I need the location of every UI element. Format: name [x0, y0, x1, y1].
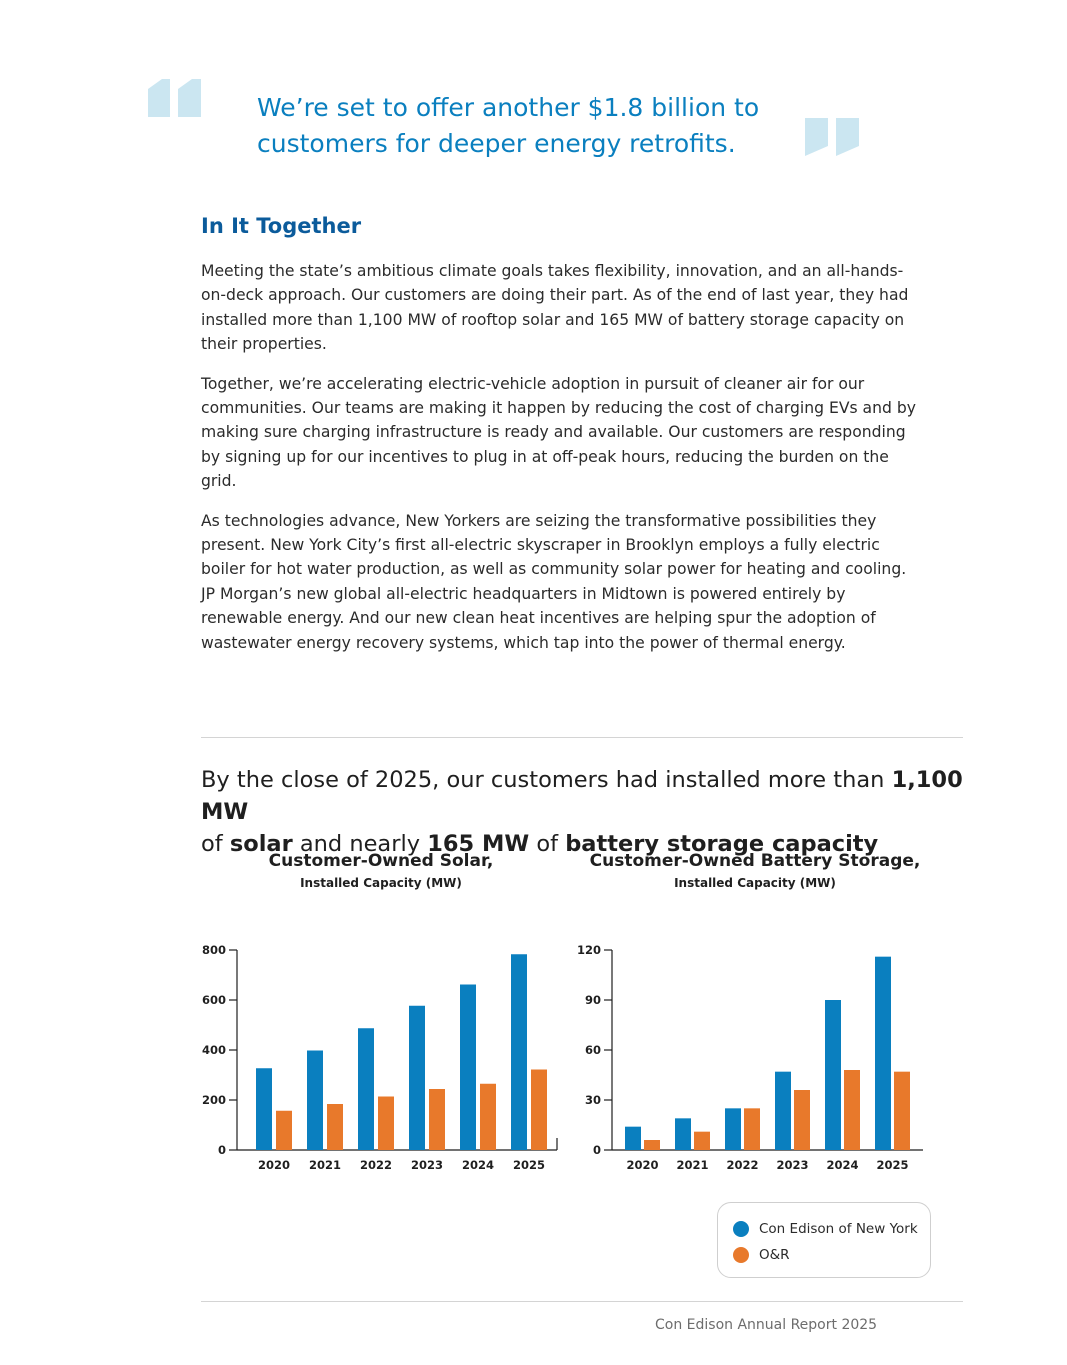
legend-item-con-edison — [733, 1216, 930, 1242]
paragraph: Meeting the state’s ambitious climate goals takes flexibility, innovation, and an all-hands-on-deck approach. Our customers are doing their part. As of the end of last year, they had installed more than 1,100 MW of rooftop solar and 165 MW of battery storage capacity on their properties. — [201, 262, 909, 354]
section-title: In It Together — [201, 214, 362, 238]
bar-con-edison — [460, 985, 476, 1151]
x-tick-label: 2022 — [359, 1158, 393, 1172]
battery-bar-chart — [570, 938, 950, 1178]
solar-chart-title: Customer-Owned Solar, — [268, 851, 494, 871]
battery-chart-title: Customer-Owned Battery Storage, — [589, 851, 921, 871]
bar-or — [694, 1132, 710, 1150]
y-tick-label: 90 — [584, 993, 601, 1007]
x-tick-label: 2023 — [776, 1158, 809, 1172]
legend-label: Con Edison of New York — [759, 1221, 918, 1237]
bar-or — [276, 1111, 292, 1150]
headline-text: of — [529, 831, 566, 857]
headline-text: of — [201, 831, 230, 857]
bar-con-edison — [511, 954, 527, 1150]
bar-con-edison — [725, 1108, 741, 1150]
x-tick-label: 2023 — [410, 1158, 444, 1172]
bar-con-edison — [307, 1051, 323, 1151]
y-tick-label: 0 — [217, 1143, 226, 1157]
bar-or — [744, 1108, 760, 1150]
body-text — [201, 259, 921, 670]
bar-con-edison — [625, 1127, 641, 1150]
x-tick-label: 2024 — [826, 1158, 859, 1172]
close-quote-icon — [805, 118, 860, 158]
headline-emphasis: battery storage capacity — [565, 831, 879, 857]
x-tick-label: 2020 — [626, 1158, 659, 1172]
bar-or — [531, 1070, 547, 1151]
bar-con-edison — [825, 1000, 841, 1150]
x-tick-label: 2022 — [726, 1158, 759, 1172]
bar-or — [327, 1104, 343, 1150]
solar-chart-subtitle: Installed Capacity (MW) — [300, 876, 462, 890]
y-tick-label: 400 — [201, 1043, 226, 1057]
bar-con-edison — [875, 957, 891, 1150]
chart-headline — [201, 764, 991, 860]
bar-con-edison — [358, 1028, 374, 1150]
bar-or — [644, 1140, 660, 1150]
bar-or — [844, 1070, 860, 1150]
divider — [201, 737, 963, 738]
footer-divider — [201, 1301, 963, 1302]
y-tick-label: 0 — [592, 1143, 601, 1157]
legend-swatch — [733, 1221, 749, 1237]
footer-text: Con Edison Annual Report 2025 — [655, 1317, 878, 1333]
y-tick-label: 60 — [584, 1043, 601, 1057]
battery-chart-subtitle: Installed Capacity (MW) — [674, 876, 836, 890]
chart-legend — [717, 1202, 931, 1278]
bar-con-edison — [675, 1118, 691, 1150]
bar-or — [429, 1089, 445, 1150]
open-quote-icon — [148, 79, 202, 119]
bar-con-edison — [409, 1006, 425, 1150]
y-tick-label: 200 — [201, 1093, 226, 1107]
headline-emphasis: solar — [229, 831, 293, 857]
paragraph: Together, we’re accelerating electric-vehicle adoption in pursuit of cleaner air for our communities. Our teams are making it happen by reducing the cost of charging EVs and by making sure charging infrastructure is ready and available. Our customers are responding by signing up for our incentives to plug in at off-peak hours, reducing the burden on the grid. — [201, 374, 916, 491]
x-tick-label: 2024 — [461, 1158, 495, 1172]
headline-emphasis: 165 MW — [427, 831, 530, 857]
x-tick-label: 2020 — [257, 1158, 291, 1172]
paragraph: As technologies advance, New Yorkers are seizing the transformative possibilities they present. New York City’s first all-electric skyscraper in Brooklyn employs a fully electric boiler for hot water production, as well as community solar power for heating and cooling. JP Morgan’s new global all-electric headquarters in Midtown is powered entirely by renewable energy. And our new clean heat incentives are helping spur the adoption of wastewater energy recovery systems, which tap into the power of thermal energy. — [201, 511, 907, 652]
x-tick-label: 2025 — [876, 1158, 909, 1172]
bar-or — [894, 1072, 910, 1150]
legend-item-or — [733, 1242, 930, 1268]
bar-or — [480, 1084, 496, 1150]
x-tick-label: 2021 — [676, 1158, 709, 1172]
headline-emphasis: 1,100 MW — [201, 767, 963, 825]
solar-bar-chart — [195, 938, 575, 1178]
y-tick-label: 800 — [201, 943, 226, 957]
pull-quote: We’re set to offer another $1.8 billion to customers for deeper energy retrofits. — [257, 93, 760, 158]
legend-swatch — [733, 1247, 749, 1263]
bar-or — [794, 1090, 810, 1150]
headline-text: and nearly — [292, 831, 428, 857]
headline-text: By the close of 2025, our customers had installed more than — [201, 767, 892, 793]
y-tick-label: 120 — [576, 943, 601, 957]
bar-con-edison — [256, 1068, 272, 1150]
y-tick-label: 30 — [584, 1093, 601, 1107]
legend-label: O&R — [759, 1247, 790, 1263]
y-tick-label: 600 — [201, 993, 226, 1007]
bar-or — [378, 1097, 394, 1151]
x-tick-label: 2021 — [308, 1158, 342, 1172]
bar-con-edison — [775, 1072, 791, 1150]
x-tick-label: 2025 — [512, 1158, 546, 1172]
